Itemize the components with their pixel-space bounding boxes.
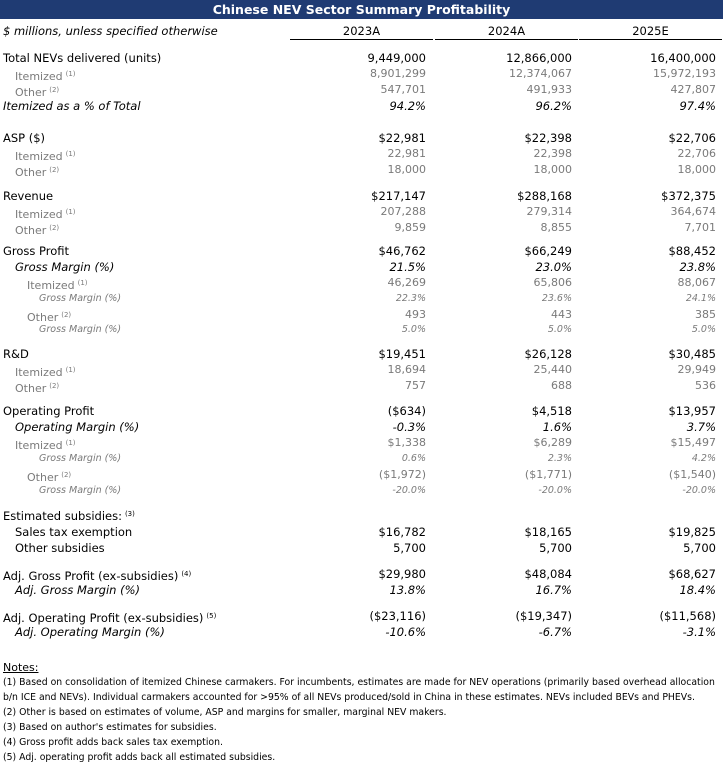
cell-2024a: 5,700 bbox=[539, 541, 572, 555]
notes-section bbox=[3, 660, 719, 765]
table-row-rnd bbox=[0, 346, 723, 362]
cell-2024a: 12,374,067 bbox=[509, 67, 572, 80]
cell-2023a: $16,782 bbox=[378, 525, 426, 539]
row-label-text: Operating Margin (%) bbox=[15, 420, 140, 434]
cell-2025e: 22,706 bbox=[677, 147, 716, 160]
table-row-op-margin bbox=[0, 419, 723, 435]
cell-2025e: 7,701 bbox=[684, 221, 716, 234]
footnote-marker: (4) bbox=[181, 570, 192, 578]
row-label-text: Gross Margin (%) bbox=[39, 324, 122, 335]
cell-2024a: $66,249 bbox=[524, 244, 572, 258]
row-label bbox=[3, 188, 53, 204]
cell-2023a: $217,147 bbox=[371, 189, 426, 203]
cell-2024a: $288,168 bbox=[517, 189, 572, 203]
table-row-op-profit bbox=[0, 403, 723, 419]
footnote-marker: (3) bbox=[124, 510, 135, 518]
cell-2025e: 29,949 bbox=[677, 363, 716, 376]
footnote-marker: (1) bbox=[65, 366, 76, 374]
cell-2023a: 0.6% bbox=[401, 453, 426, 464]
cell-2023a: 18,694 bbox=[387, 363, 426, 376]
table-row-op-itemized bbox=[0, 435, 723, 451]
cell-2024a: $22,398 bbox=[524, 131, 572, 145]
footnote-marker: (2) bbox=[49, 382, 60, 390]
cell-2024a: 18,000 bbox=[533, 163, 572, 176]
footnote-marker: (5) bbox=[206, 612, 217, 620]
cell-2025e: 385 bbox=[695, 308, 716, 321]
cell-2025e: -3.1% bbox=[682, 625, 716, 639]
footnote-marker: (2) bbox=[61, 471, 72, 479]
table-row-nev-other bbox=[0, 82, 723, 98]
cell-2024a: 16.7% bbox=[535, 583, 572, 597]
cell-2025e: 16,400,000 bbox=[650, 51, 716, 65]
cell-2024a: 5.0% bbox=[547, 324, 572, 335]
cell-2025e: 427,807 bbox=[670, 83, 716, 96]
cell-2023a: 22.3% bbox=[395, 293, 426, 304]
cell-2023a: 5,700 bbox=[393, 541, 426, 555]
cell-2024a: -20.0% bbox=[538, 485, 572, 496]
cell-2023a: $29,980 bbox=[378, 567, 426, 581]
footnote-marker: (2) bbox=[49, 224, 60, 232]
row-label bbox=[3, 50, 161, 66]
units-label: $ millions, unless specified otherwise bbox=[3, 24, 218, 38]
cell-2025e: $22,706 bbox=[668, 131, 716, 145]
cell-2024a: $18,165 bbox=[524, 525, 572, 539]
cell-2025e: 4.2% bbox=[691, 453, 716, 464]
row-label bbox=[39, 483, 121, 499]
row-label-text: Itemized bbox=[15, 208, 63, 221]
row-label-text: Other bbox=[15, 166, 47, 179]
table-title: Chinese NEV Sector Summary Profitability bbox=[0, 0, 723, 19]
cell-2023a: 21.5% bbox=[389, 260, 426, 274]
table-row-asp-other bbox=[0, 162, 723, 178]
cell-2024a: $4,518 bbox=[531, 404, 572, 418]
row-label-text: Itemized bbox=[15, 70, 63, 83]
table-row-op-other-margin bbox=[0, 483, 723, 499]
cell-2024a: 279,314 bbox=[526, 205, 572, 218]
column-header-2023a: 2023A bbox=[290, 24, 433, 40]
cell-2023a: $19,451 bbox=[378, 347, 426, 361]
row-label bbox=[39, 291, 121, 307]
cell-2024a: $6,289 bbox=[533, 436, 572, 449]
row-label bbox=[15, 624, 165, 640]
row-label bbox=[15, 220, 59, 239]
row-label-text: Adj. Operating Profit (ex-subsidies) bbox=[3, 611, 204, 625]
cell-2025e: 5,700 bbox=[683, 541, 716, 555]
footnote-marker: (2) bbox=[49, 86, 60, 94]
row-label-text: Total NEVs delivered (units) bbox=[3, 51, 162, 65]
cell-2025e: ($11,568) bbox=[659, 609, 716, 623]
cell-2023a: ($634) bbox=[387, 404, 426, 418]
cell-2025e: 15,972,193 bbox=[653, 67, 716, 80]
table-row-nev-total bbox=[0, 50, 723, 66]
column-header-2025e: 2025E bbox=[579, 24, 722, 40]
cell-2025e: $68,627 bbox=[668, 567, 716, 581]
cell-2025e: 18,000 bbox=[677, 163, 716, 176]
cell-2023a: -20.0% bbox=[392, 485, 426, 496]
cell-2023a: ($1,972) bbox=[378, 468, 426, 481]
row-label-text: Other subsidies bbox=[15, 541, 105, 555]
cell-2023a: ($23,116) bbox=[369, 609, 426, 623]
footnote-marker: (1) bbox=[65, 70, 76, 78]
cell-2023a: -10.6% bbox=[385, 625, 426, 639]
footnote-marker: (2) bbox=[61, 311, 72, 319]
cell-2025e: 24.1% bbox=[685, 293, 716, 304]
cell-2025e: 23.8% bbox=[679, 260, 716, 274]
table-row-gp-itemized-margin bbox=[0, 291, 723, 307]
table-row-gp-other bbox=[0, 307, 723, 323]
row-label bbox=[15, 162, 59, 181]
row-label bbox=[3, 506, 135, 524]
cell-2025e: ($1,540) bbox=[668, 468, 716, 481]
row-label bbox=[15, 582, 140, 598]
cell-2025e: 18.4% bbox=[679, 583, 716, 597]
row-label-text: ASP ($) bbox=[3, 131, 46, 145]
cell-2023a: 18,000 bbox=[387, 163, 426, 176]
row-label bbox=[3, 130, 45, 146]
row-label-text: Adj. Gross Margin (%) bbox=[15, 583, 141, 597]
table-row-other-subsidies bbox=[0, 540, 723, 556]
table-row-nev-itemized-pct bbox=[0, 98, 723, 114]
table-row-revenue bbox=[0, 188, 723, 204]
cell-2024a: 2.3% bbox=[547, 453, 572, 464]
notes-heading: Notes: bbox=[3, 661, 39, 674]
row-label bbox=[15, 524, 132, 540]
table-row-est-subsidies bbox=[0, 506, 723, 522]
row-label-text: Revenue bbox=[3, 189, 54, 203]
row-label bbox=[15, 540, 105, 556]
cell-2024a: 23.0% bbox=[535, 260, 572, 274]
cell-2023a: 547,701 bbox=[380, 83, 426, 96]
cell-2025e: $13,957 bbox=[668, 404, 716, 418]
table-row-adj-gp bbox=[0, 566, 723, 582]
cell-2025e: 364,674 bbox=[670, 205, 716, 218]
cell-2023a: 46,269 bbox=[387, 276, 426, 289]
cell-2024a: 443 bbox=[551, 308, 572, 321]
table-row-rev-other bbox=[0, 220, 723, 236]
cell-2024a: ($1,771) bbox=[524, 468, 572, 481]
cell-2025e: $372,375 bbox=[661, 189, 716, 203]
row-label bbox=[15, 419, 139, 435]
table-row-rnd-itemized bbox=[0, 362, 723, 378]
cell-2024a: 23.6% bbox=[541, 293, 572, 304]
row-label-text: Gross Profit bbox=[3, 244, 70, 258]
table-row-adj-om bbox=[0, 624, 723, 640]
row-label-text: Itemized as a % of Total bbox=[3, 99, 141, 113]
cell-2023a: 9,449,000 bbox=[367, 51, 426, 65]
cell-2025e: $15,497 bbox=[670, 436, 716, 449]
table-row-asp-itemized bbox=[0, 146, 723, 162]
table-row-op-other bbox=[0, 467, 723, 483]
cell-2023a: 493 bbox=[405, 308, 426, 321]
table-row-gross-profit bbox=[0, 243, 723, 259]
cell-2024a: 12,866,000 bbox=[506, 51, 572, 65]
row-label-text: Other bbox=[27, 311, 59, 324]
cell-2025e: 97.4% bbox=[679, 99, 716, 113]
row-label-text: Gross Margin (%) bbox=[39, 293, 122, 304]
column-header-row bbox=[0, 22, 723, 40]
footnote-marker: (1) bbox=[77, 279, 88, 287]
cell-2024a: ($19,347) bbox=[515, 609, 572, 623]
row-label-text: Itemized bbox=[15, 150, 63, 163]
row-label-text: Other bbox=[15, 86, 47, 99]
cell-2025e: $30,485 bbox=[668, 347, 716, 361]
cell-2023a: 757 bbox=[405, 379, 426, 392]
table-row-sales-tax bbox=[0, 524, 723, 540]
row-label bbox=[39, 451, 121, 467]
table-row-gross-margin bbox=[0, 259, 723, 275]
table-row-gp-other-margin bbox=[0, 322, 723, 338]
cell-2024a: 96.2% bbox=[535, 99, 572, 113]
table-row-rnd-other bbox=[0, 378, 723, 394]
row-label bbox=[3, 403, 94, 419]
row-label-text: Adj. Gross Profit (ex-subsidies) bbox=[3, 569, 179, 583]
column-header-2024a: 2024A bbox=[435, 24, 578, 40]
row-label-text: Other bbox=[15, 224, 47, 237]
table-row-adj-op bbox=[0, 608, 723, 624]
footnote-marker: (1) bbox=[65, 150, 76, 158]
cell-2023a: $22,981 bbox=[378, 131, 426, 145]
table-row-op-itemized-margin bbox=[0, 451, 723, 467]
row-label-text: Gross Margin (%) bbox=[39, 485, 122, 496]
cell-2024a: $26,128 bbox=[524, 347, 572, 361]
cell-2023a: $1,338 bbox=[387, 436, 426, 449]
table-row-adj-gm bbox=[0, 582, 723, 598]
row-label bbox=[39, 322, 121, 338]
cell-2023a: 207,288 bbox=[380, 205, 426, 218]
cell-2024a: 688 bbox=[551, 379, 572, 392]
cell-2024a: 22,398 bbox=[533, 147, 572, 160]
row-label bbox=[3, 243, 69, 259]
row-label bbox=[15, 259, 114, 275]
row-label-text: Sales tax exemption bbox=[15, 525, 133, 539]
cell-2023a: -0.3% bbox=[392, 420, 426, 434]
cell-2025e: 3.7% bbox=[686, 420, 716, 434]
table-row-asp bbox=[0, 130, 723, 146]
table-row-nev-itemized bbox=[0, 66, 723, 82]
footnote-marker: (2) bbox=[49, 166, 60, 174]
cell-2023a: 94.2% bbox=[389, 99, 426, 113]
cell-2023a: 22,981 bbox=[387, 147, 426, 160]
row-label bbox=[3, 98, 141, 114]
cell-2025e: 88,067 bbox=[677, 276, 716, 289]
row-label bbox=[3, 346, 29, 362]
row-label-text: Itemized bbox=[27, 279, 75, 292]
cell-2024a: 491,933 bbox=[526, 83, 572, 96]
row-label-text: Itemized bbox=[15, 439, 63, 452]
footnote-marker: (1) bbox=[65, 439, 76, 447]
cell-2024a: 8,855 bbox=[540, 221, 572, 234]
cell-2024a: $48,084 bbox=[524, 567, 572, 581]
cell-2025e: 536 bbox=[695, 379, 716, 392]
table-row-rev-itemized bbox=[0, 204, 723, 220]
cell-2024a: 25,440 bbox=[533, 363, 572, 376]
note-3: (3) Based on author's estimates for subsidies. bbox=[3, 722, 217, 733]
row-label-text: Gross Margin (%) bbox=[39, 453, 122, 464]
cell-2025e: $19,825 bbox=[668, 525, 716, 539]
row-label-text: R&D bbox=[3, 347, 29, 361]
row-label-text: Other bbox=[15, 382, 47, 395]
cell-2023a: 13.8% bbox=[389, 583, 426, 597]
note-4: (4) Gross profit adds back sales tax exemption. bbox=[3, 737, 223, 748]
cell-2023a: 9,859 bbox=[394, 221, 426, 234]
row-label-text: Gross Margin (%) bbox=[15, 260, 115, 274]
row-label-text: Itemized bbox=[15, 366, 63, 379]
note-5: (5) Adj. operating profit adds back all estimated subsidies. bbox=[3, 752, 276, 763]
note-1: (1) Based on consolidation of itemized Chinese carmakers. For incumbents, estimates are made for NEV operations (primarily based overhead allocation b/n ICE and NEVs). Individual carmakers accounted for >95% of all NEVs produced/sold in China in these estimates. NEVs included BEVs and PHEVs. bbox=[3, 677, 715, 703]
cell-2023a: $46,762 bbox=[378, 244, 426, 258]
cell-2025e: $88,452 bbox=[668, 244, 716, 258]
row-label-text: Operating Profit bbox=[3, 404, 95, 418]
cell-2025e: -20.0% bbox=[682, 485, 716, 496]
row-label-text: Other bbox=[27, 471, 59, 484]
footnote-marker: (1) bbox=[65, 208, 76, 216]
note-2: (2) Other is based on estimates of volume, ASP and margins for smaller, marginal NEV makers. bbox=[3, 707, 447, 718]
row-label-text: Estimated subsidies: bbox=[3, 509, 122, 523]
cell-2024a: -6.7% bbox=[538, 625, 572, 639]
row-label-text: Adj. Operating Margin (%) bbox=[15, 625, 165, 639]
cell-2024a: 1.6% bbox=[542, 420, 572, 434]
row-label bbox=[15, 378, 59, 397]
cell-2025e: 5.0% bbox=[691, 324, 716, 335]
cell-2024a: 65,806 bbox=[533, 276, 572, 289]
cell-2023a: 8,901,299 bbox=[370, 67, 426, 80]
table-row-gp-itemized bbox=[0, 275, 723, 291]
cell-2023a: 5.0% bbox=[401, 324, 426, 335]
